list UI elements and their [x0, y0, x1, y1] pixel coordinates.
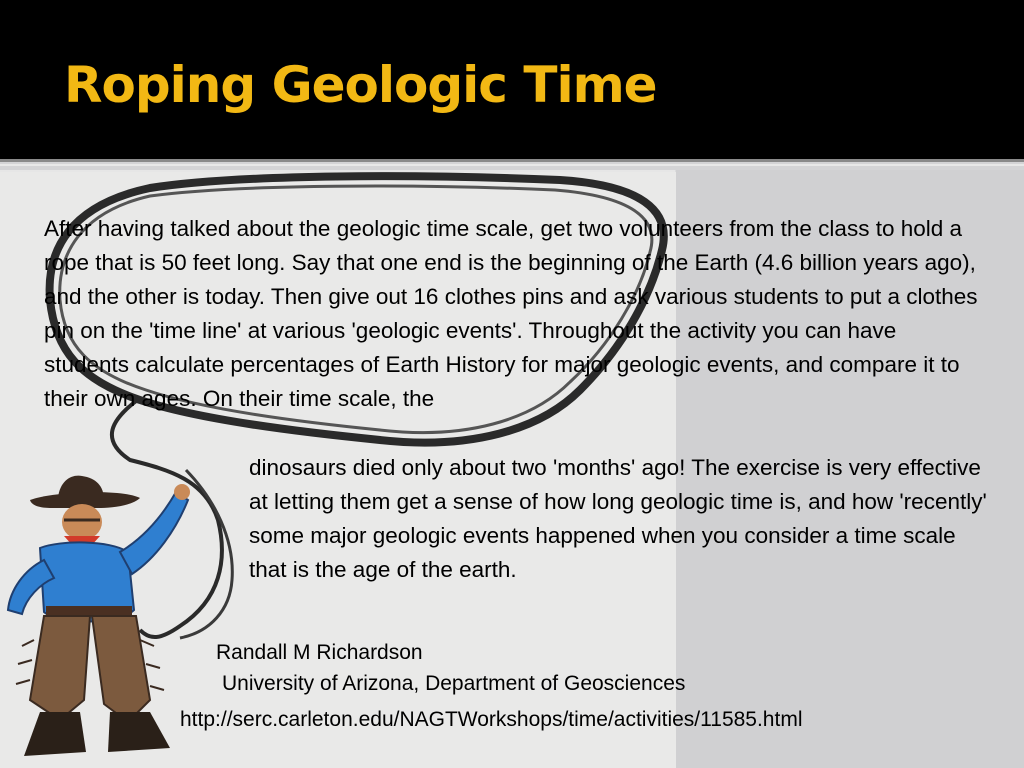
- activity-description-continued: dinosaurs died only about two 'months' ago! The exercise is very effective at letting them get a sense of how long geologic time is, and how 'recently' some major geologic events happened when you consider a time scale that is the age of the earth.: [249, 455, 987, 582]
- author-name: Randall M Richardson: [216, 641, 423, 664]
- slide-title: Roping Geologic Time: [64, 56, 657, 114]
- source-link[interactable]: http://serc.carleton.edu/NAGTWorkshops/time/activities/11585.html: [180, 708, 803, 731]
- author-affiliation: University of Arizona, Department of Geosciences: [222, 672, 686, 695]
- activity-description: After having talked about the geologic time scale, get two volunteers from the class to hold a rope that is 50 feet long. Say that one end is the beginning of the Earth (4.6 billion years ago), and the other is today. Then give out 16 clothes pins and ask various students to put a clothes pin on the 'time line' at various 'geologic events'. Throughout the activity you can have students calculate percentages of Earth History for major geologic events, and compare it to their own ages. On their time scale, the: [44, 216, 978, 411]
